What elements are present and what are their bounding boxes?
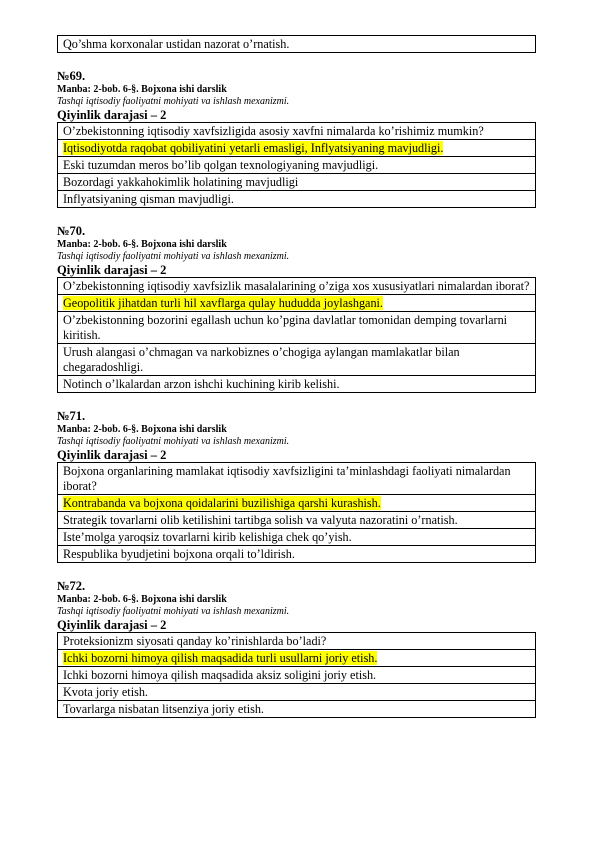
correct-answer [58, 140, 536, 157]
table-row [58, 376, 536, 393]
correct-answer-highlight: Geopolitik jihatdan turli hil xavflarga qulay hududda joylashgani. [63, 296, 383, 310]
answer-option: Iste’molga yaroqsiz tovarlarni kirib kelishiga chek qo’yish. [58, 529, 536, 546]
question-block-69 [57, 69, 536, 208]
table-row [58, 512, 536, 529]
question-text: Proteksionizm siyosati qanday ko’rinishlarda bo’ladi? [58, 633, 536, 650]
correct-answer [58, 650, 536, 667]
answer-option: Urush alangasi o’chmagan va narkobiznes o’chogiga aylangan mamlakatlar bilan chegaradoshligi. [58, 344, 536, 376]
question-number: №72. [57, 579, 86, 593]
answer-option: Bozordagi yakkahokimlik holatining mavjudligi [58, 174, 536, 191]
difficulty-level: Qiyinlik darajasi – 2 [57, 618, 167, 632]
table-row [58, 312, 536, 344]
question-text: O’zbekistonning iqtisodiy xavfsizligida asosiy xavfni nimalarda ko’rishimiz mumkin? [58, 123, 536, 140]
answer-option: Inflyatsiyaning qisman mavjudligi. [58, 191, 536, 208]
question-block-72 [57, 579, 536, 718]
correct-answer [58, 295, 536, 312]
question-table [57, 277, 536, 393]
table-row [58, 529, 536, 546]
document-page [57, 35, 536, 718]
question-number: №71. [57, 409, 86, 423]
answer-option: Strategik tovarlarni olib ketilishini tartibga solish va valyuta nazoratini o’rnatish. [58, 512, 536, 529]
table-row [58, 174, 536, 191]
correct-answer [58, 495, 536, 512]
table-row [58, 546, 536, 563]
question-topic: Tashqi iqtisodiy faoliyatni mohiyati va ishlash mexanizmi. [57, 436, 290, 447]
question-source: Manba: 2-bob. 6-§. Bojxona ishi darslik [57, 594, 227, 605]
answer-option: Tovarlarga nisbatan litsenziya joriy etish. [58, 701, 536, 718]
correct-answer-highlight: Kontrabanda va bojxona qoidalarini buzilishiga qarshi kurashish. [63, 496, 381, 510]
correct-answer-highlight: Iqtisodiyotda raqobat qobiliyatini yetarli emasligi, Inflyatsiyaning mavjudligi. [63, 141, 444, 155]
question-source: Manba: 2-bob. 6-§. Bojxona ishi darslik [57, 84, 227, 95]
question-number: №70. [57, 224, 86, 238]
difficulty-level: Qiyinlik darajasi – 2 [57, 108, 167, 122]
table-row [58, 495, 536, 512]
difficulty-level: Qiyinlik darajasi – 2 [57, 448, 167, 462]
table-row [58, 463, 536, 495]
question-block-71 [57, 409, 536, 563]
question-text: Bojxona organlarining mamlakat iqtisodiy xavfsizligini ta’minlashdagi faoliyati nimalardan iborat? [58, 463, 536, 495]
answer-option: Notinch o’lkalardan arzon ishchi kuchining kirib kelishi. [58, 376, 536, 393]
question-source: Manba: 2-bob. 6-§. Bojxona ishi darslik [57, 424, 227, 435]
question-block-70 [57, 224, 536, 393]
difficulty-level: Qiyinlik darajasi – 2 [57, 263, 167, 277]
answer-option: O’zbekistonning bozorini egallash uchun ko’pgina davlatlar tomonidan demping tovarlarni kiritish. [58, 312, 536, 344]
table-row [58, 123, 536, 140]
table-row [58, 684, 536, 701]
question-text: O’zbekistonning iqtisodiy xavfsizlik masalalarining o’ziga xos xususiyatlari nimalardan iborat? [58, 278, 536, 295]
table-row [58, 650, 536, 667]
question-source: Manba: 2-bob. 6-§. Bojxona ishi darslik [57, 239, 227, 250]
table-row [58, 36, 536, 53]
question-table [57, 462, 536, 563]
answer-option: Kvota joriy etish. [58, 684, 536, 701]
table-row [58, 157, 536, 174]
table-row [58, 191, 536, 208]
answer-option: Respublika byudjetini bojxona orqali to’ldirish. [58, 546, 536, 563]
table-row [58, 633, 536, 650]
answer-option: Qo’shma korxonalar ustidan nazorat o’rnatish. [58, 36, 536, 53]
table-row [58, 701, 536, 718]
answer-option: Ichki bozorni himoya qilish maqsadida aksiz soligini joriy etish. [58, 667, 536, 684]
previous-answer-table [57, 35, 536, 53]
question-topic: Tashqi iqtisodiy faoliyatni mohiyati va ishlash mexanizmi. [57, 606, 290, 617]
question-number: №69. [57, 69, 86, 83]
table-row [58, 667, 536, 684]
question-table [57, 122, 536, 208]
answer-option: Eski tuzumdan meros bo’lib qolgan texnologiyaning mavjudligi. [58, 157, 536, 174]
question-table [57, 632, 536, 718]
table-row [58, 344, 536, 376]
correct-answer-highlight: Ichki bozorni himoya qilish maqsadida turli usullarni joriy etish. [63, 651, 378, 665]
table-row [58, 278, 536, 295]
question-topic: Tashqi iqtisodiy faoliyatni mohiyati va ishlash mexanizmi. [57, 96, 290, 107]
table-row [58, 140, 536, 157]
question-topic: Tashqi iqtisodiy faoliyatni mohiyati va ishlash mexanizmi. [57, 251, 290, 262]
table-row [58, 295, 536, 312]
